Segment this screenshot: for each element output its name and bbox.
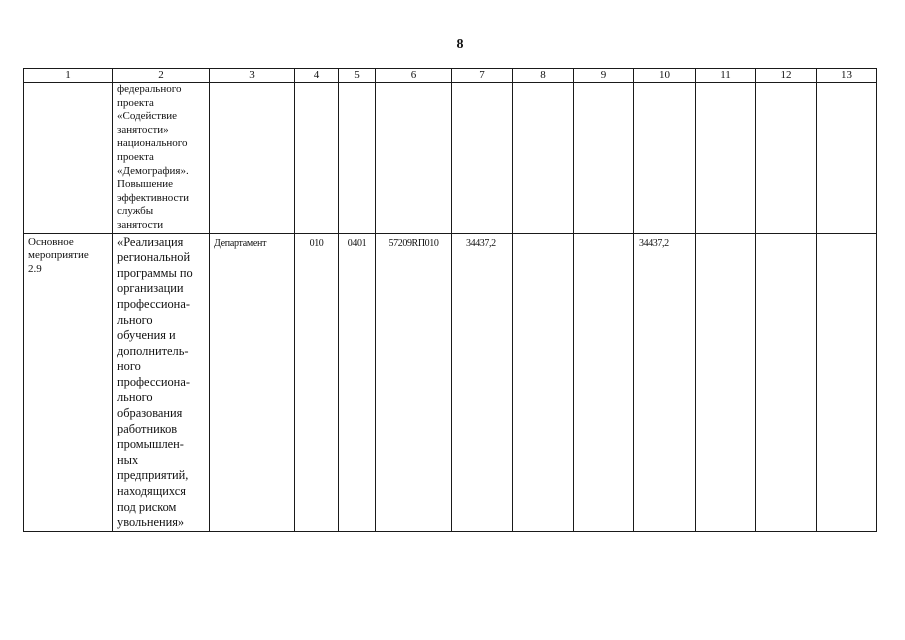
table-cell-target-code: 57209RП010	[376, 233, 452, 531]
table-cell	[339, 83, 376, 234]
table-cell	[24, 83, 113, 234]
page-number: 8	[456, 37, 464, 52]
table-cell	[376, 83, 452, 234]
table-cell	[756, 233, 817, 531]
table-cell	[210, 83, 295, 234]
column-header: 8	[513, 69, 574, 83]
table-cell-amount-year: 34437,2	[634, 233, 696, 531]
column-header: 6	[376, 69, 452, 83]
table-cell	[513, 83, 574, 234]
column-header: 11	[696, 69, 756, 83]
table-cell	[696, 83, 756, 234]
table-cell-description: «Реализация региональной программы по организации профессиона- льного обучения и дополнитель- ного профессиона- льного образования работников промышлен- ных предприятий, находящихся под риском увольнения»	[113, 233, 210, 531]
column-header: 13	[817, 69, 877, 83]
table-cell	[696, 233, 756, 531]
column-header: 12	[756, 69, 817, 83]
column-header: 2	[113, 69, 210, 83]
table-cell	[295, 83, 339, 234]
table-cell-description: федерального проекта «Содействие занятости» национального проекта «Демография». Повышение эффективности службы занятости	[113, 83, 210, 234]
table-cell	[817, 233, 877, 531]
table-cell	[817, 83, 877, 234]
table-cell	[513, 233, 574, 531]
table-row-continuation	[24, 83, 877, 234]
table-cell	[452, 83, 513, 234]
column-header: 9	[574, 69, 634, 83]
table-cell-section: 0401	[339, 233, 376, 531]
column-header: 5	[339, 69, 376, 83]
budget-table	[23, 68, 877, 532]
table-cell	[634, 83, 696, 234]
column-header: 10	[634, 69, 696, 83]
header-row	[24, 69, 877, 83]
column-header: 3	[210, 69, 295, 83]
table-cell-activity-label: Основное мероприятие 2.9	[24, 233, 113, 531]
column-header: 7	[452, 69, 513, 83]
table-cell	[756, 83, 817, 234]
table-cell-code: 010	[295, 233, 339, 531]
table-cell-department: Департамент	[210, 233, 295, 531]
table-cell	[574, 83, 634, 234]
column-header: 1	[24, 69, 113, 83]
table-row-main-activity	[24, 233, 877, 531]
table-cell	[574, 233, 634, 531]
table-cell-amount-total: 34437,2	[452, 233, 513, 531]
column-header: 4	[295, 69, 339, 83]
